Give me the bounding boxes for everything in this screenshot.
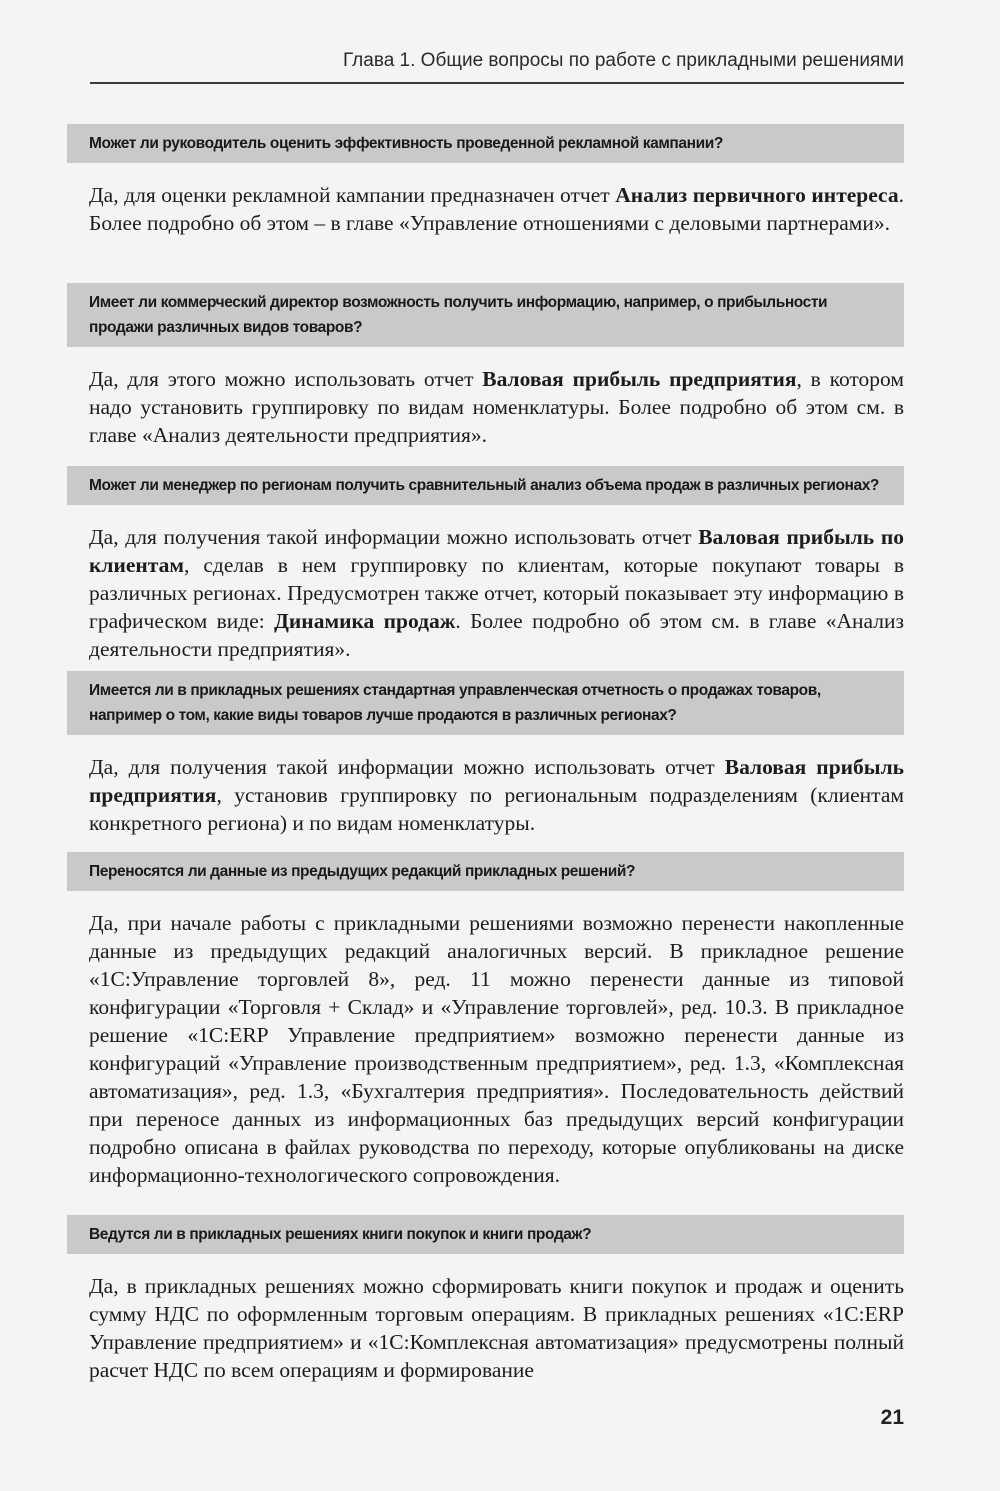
qa-block [67,124,904,237]
answer [67,365,904,449]
qa-block [67,466,904,663]
report-name: Валовая прибыль по клиентам [89,525,904,577]
answer [67,753,904,837]
chapter-title: Глава 1. Общие вопросы по работе с прикладными решениями [342,50,904,71]
answer-text: , сделав в нем группировку по клиентам, которые покупают товары в различных регионах. Предусмотрен также отчет, который показывает эту информацию в графическом виде: [89,553,904,633]
question: Имеется ли в прикладных решениях стандартная управленческая отчетность о продажах товаров, например о том, какие виды товаров лучше продаются в различных регионах? [67,671,904,735]
qa-block [67,852,904,1189]
answer [67,181,904,237]
question: Может ли менеджер по регионам получить сравнительный анализ объема продаж в различных регионах? [67,466,904,505]
page-number: 21 [880,1406,904,1429]
question: Может ли руководитель оценить эффективность проведенной рекламной кампании? [67,124,904,163]
running-header [90,50,904,84]
report-name: Валовая прибыль предприятия [482,367,797,391]
answer [67,909,904,1189]
question: Переносятся ли данные из предыдущих редакций прикладных решений? [67,852,904,891]
qa-block [67,671,904,837]
answer [67,523,904,663]
answer-text: Да, при начале работы с прикладными решениями возможно перенести накопленные данные из предыдущих редакций аналогичных версий. В прикладное решение «1С:Управление торговлей 8», ред. 11 можно перенести данные из типовой конфигурации «Торговля + Склад» и «Управление торговлей», ред. 10.3. В прикладное решение «1С:ERP Управление предприятием» возможно перенести данные из конфигураций «Управление производственным предприятием», ред. 1.3, «Комплексная автоматизация», ред. 1.3, «Бухгалтерия предприятия». Последовательность действий при переносе данных из информационных баз предыдущих версий конфигурации подробно описана в файлах руководства по переходу, которые опубликованы на диске информационно-технологического сопровождения. [89,911,904,1187]
answer-text: Да, в прикладных решениях можно сформировать книги покупок и продаж и оценить сумму НДС по оформленным торговым операциям. В прикладных решениях «1С:ERP Управление предприятием» и «1С:Комплексная автоматизация» предусмотрены полный расчет НДС по всем операциям и формирование [89,1274,904,1382]
question: Имеет ли коммерческий директор возможность получить информацию, например, о прибыльности продажи различных видов товаров? [67,283,904,347]
answer-text: . Более подробно об этом – в главе «Управление отношениями с деловыми партнерами». [89,183,904,235]
qa-block [67,1215,904,1384]
answer-text: Да, для получения такой информации можно использовать отчет [89,525,699,549]
answer [67,1272,904,1384]
answer-text: , в котором надо установить группировку по видам номенклатуры. Более подробно об этом см. в главе «Анализ деятельности предприятия». [89,367,904,447]
answer-text: Да, для получения такой информации можно использовать отчет [89,755,725,779]
answer-text: Да, для оценки рекламной кампании предназначен отчет [89,183,616,207]
answer-text: , установив группировку по региональным подразделениям (клиентам конкретного региона) и по видам номенклатуры. [89,783,904,835]
report-name: Анализ первичного интереса [615,183,899,207]
answer-text: . Более подробно об этом см. в главе «Анализ деятельности предприятия». [89,609,904,661]
report-name: Динамика продаж [274,609,456,633]
answer-text: Да, для этого можно использовать отчет [89,367,483,391]
qa-block [67,283,904,449]
question: Ведутся ли в прикладных решениях книги покупок и книги продаж? [67,1215,904,1254]
report-name: Валовая прибыль предприятия [89,755,905,807]
